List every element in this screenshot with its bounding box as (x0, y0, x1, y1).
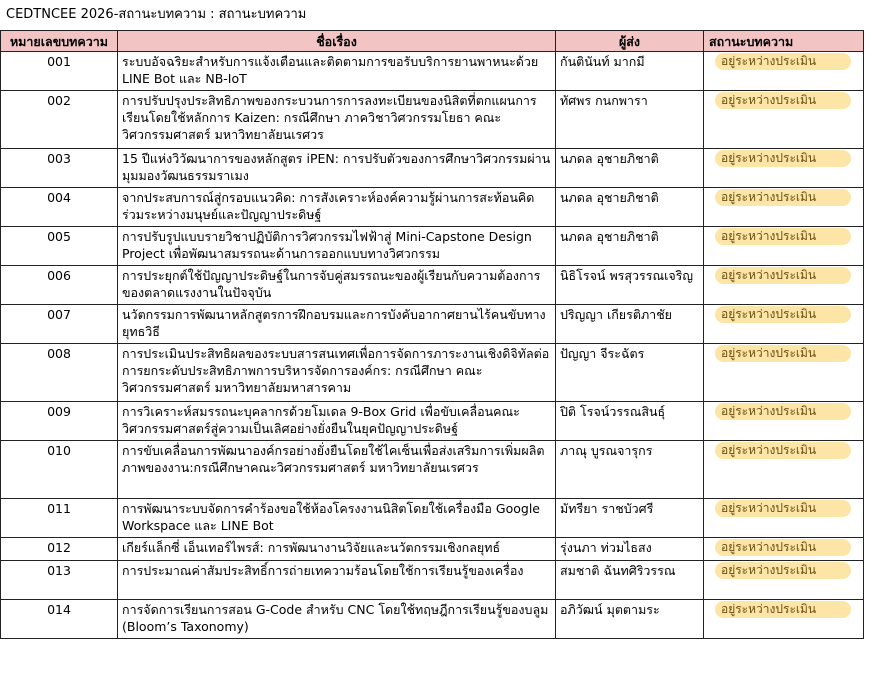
paper-id: 003 (1, 149, 118, 188)
page-title: CEDTNCEE 2026-สถานะบทความ : สถานะบทความ (6, 7, 307, 22)
paper-status-cell (704, 149, 864, 188)
table-row (1, 188, 864, 227)
table-row (1, 227, 864, 266)
paper-id: 006 (1, 266, 118, 305)
paper-status-cell (704, 266, 864, 305)
paper-title: การขับเคลื่อนการพัฒนาองค์กรอย่างยั่งยืนโดยใช้ไคเซ็นเพื่อส่งเสริมการเพิ่มผลิตภาพของงาน:กรณีศึกษาคณะวิศวกรรมศาสตร์ มหาวิทยาลัยนเรศวร (118, 441, 556, 499)
status-badge: อยู่ระหว่างประเมิน (715, 189, 851, 206)
status-badge: อยู่ระหว่างประเมิน (715, 228, 851, 245)
paper-status-cell (704, 441, 864, 499)
paper-author: ปัญญา จีระฉัตร (556, 344, 704, 402)
paper-author: กันตินันท์ มากมี (556, 52, 704, 91)
paper-author: รุ่งนภา ท่วมไธสง (556, 538, 704, 561)
paper-id: 010 (1, 441, 118, 499)
paper-status-cell (704, 227, 864, 266)
table-body (1, 52, 864, 639)
table-row (1, 499, 864, 538)
status-badge: อยู่ระหว่างประเมิน (715, 306, 851, 323)
paper-title: การพัฒนาระบบจัดการคำร้องขอใช้ห้องโครงงานนิสิตโดยใช้เครื่องมือ Google Workspace และ LINE Bot (118, 499, 556, 538)
column-header-title: ชื่อเรื่อง (118, 31, 556, 52)
status-badge: อยู่ระหว่างประเมิน (715, 92, 851, 109)
papers-table (0, 30, 864, 639)
paper-status-cell (704, 402, 864, 441)
column-header-status: สถานะบทความ (704, 31, 864, 52)
table-row (1, 52, 864, 91)
paper-id: 004 (1, 188, 118, 227)
paper-title: การปรับปรุงประสิทธิภาพของกระบวนการการลงทะเบียนของนิสิตที่ตกแผนการเรียนโดยใช้หลักการ Kaizen: กรณีศึกษา ภาควิชาวิศวกรรมโยธา คณะวิศวกรรมศาสตร์ มหาวิทยาลัยนเรศวร (118, 91, 556, 149)
status-badge: อยู่ระหว่างประเมิน (715, 500, 851, 517)
paper-title: การปรับรูปแบบรายวิชาปฏิบัติการวิศวกรรมไฟฟ้าสู่ Mini-Capstone Design Project เพื่อพัฒนาสมรรถนะด้านการออกแบบทางวิศวกรรม (118, 227, 556, 266)
paper-status-cell (704, 561, 864, 600)
paper-id: 001 (1, 52, 118, 91)
status-badge: อยู่ระหว่างประเมิน (715, 442, 851, 459)
paper-status-cell (704, 538, 864, 561)
paper-id: 013 (1, 561, 118, 600)
paper-title: การวิเคราะห์สมรรถนะบุคลากรด้วยโมเดล 9-Box Grid เพื่อขับเคลื่อนคณะวิศวกรรมศาสตร์สู่ความเป็นเลิศอย่างยั่งยืนในยุคปัญญาประดิษฐ์ (118, 402, 556, 441)
paper-id: 011 (1, 499, 118, 538)
paper-title: ระบบอัจฉริยะสำหรับการแจ้งเตือนและติดตามการขอรับบริการยานพาหนะด้วย LINE Bot และ NB-IoT (118, 52, 556, 91)
paper-status-cell (704, 188, 864, 227)
paper-id: 008 (1, 344, 118, 402)
table-row (1, 600, 864, 639)
paper-status-cell (704, 91, 864, 149)
paper-author: นภดล อุชายภิชาติ (556, 188, 704, 227)
table-row (1, 266, 864, 305)
status-badge: อยู่ระหว่างประเมิน (715, 53, 851, 70)
status-badge: อยู่ระหว่างประเมิน (715, 267, 851, 284)
paper-status-cell (704, 499, 864, 538)
paper-title: การจัดการเรียนการสอน G-Code สำหรับ CNC โดยใช้ทฤษฎีการเรียนรู้ของบลูม (Bloom’s Taxonomy) (118, 600, 556, 639)
column-header-author: ผู้ส่ง (556, 31, 704, 52)
paper-author: นภดล อุชายภิชาติ (556, 149, 704, 188)
paper-author: ทัศพร กนกพารา (556, 91, 704, 149)
paper-title: การประเมินประสิทธิผลของระบบสารสนเทศเพื่อการจัดการภาระงานเชิงดิจิทัลต่อการยกระดับประสิทธิภาพการบริหารจัดการองค์กร: กรณีศึกษา คณะวิศวกรรมศาสตร์ มหาวิทยาลัยมหาสารคาม (118, 344, 556, 402)
paper-author: นิธิโรจน์ พรสุวรรณเจริญ (556, 266, 704, 305)
paper-status-cell (704, 52, 864, 91)
table-row (1, 149, 864, 188)
paper-title: การประยุกต์ใช้ปัญญาประดิษฐ์ในการจับคู่สมรรถนะของผู้เรียนกับความต้องการของตลาดแรงงานในปัจจุบัน (118, 266, 556, 305)
table-row (1, 402, 864, 441)
paper-status-cell (704, 305, 864, 344)
paper-status-cell (704, 344, 864, 402)
table-row (1, 538, 864, 561)
table-row (1, 441, 864, 499)
paper-title: จากประสบการณ์สู่กรอบแนวคิด: การสังเคราะห์องค์ความรู้ผ่านการสะท้อนคิดร่วมระหว่างมนุษย์และปัญญาประดิษฐ์ (118, 188, 556, 227)
paper-title: 15 ปีแห่งวิวัฒนาการของหลักสูตร iPEN: การปรับตัวของการศึกษาวิศวกรรมผ่านมุมมองวัฒนธรรมราเมง (118, 149, 556, 188)
paper-author: ภาณุ บูรณจารุกร (556, 441, 704, 499)
paper-title: เกียร์แล็กซี่ เอ็นเทอร์ไพรส์: การพัฒนางานวิจัยและนวัตกรรมเชิงกลยุทธ์ (118, 538, 556, 561)
paper-id: 005 (1, 227, 118, 266)
paper-author: นภดล อุชายภิชาติ (556, 227, 704, 266)
paper-status-cell (704, 600, 864, 639)
paper-id: 014 (1, 600, 118, 639)
paper-title: การประมาณค่าสัมประสิทธิ์การถ่ายเทความร้อนโดยใช้การเรียนรู้ของเครื่อง (118, 561, 556, 600)
paper-id: 002 (1, 91, 118, 149)
paper-author: สมชาติ ฉันทศิริวรรณ (556, 561, 704, 600)
table-row (1, 91, 864, 149)
paper-title: นวัตกรรมการพัฒนาหลักสูตรการฝึกอบรมและการบังคับอากาศยานไร้คนขับทางยุทธวิธี (118, 305, 556, 344)
column-header-id: หมายเลขบทความ (1, 31, 118, 52)
status-badge: อยู่ระหว่างประเมิน (715, 345, 851, 362)
table-row (1, 305, 864, 344)
status-badge: อยู่ระหว่างประเมิน (715, 562, 851, 579)
paper-id: 012 (1, 538, 118, 561)
status-badge: อยู่ระหว่างประเมิน (715, 601, 851, 618)
paper-id: 007 (1, 305, 118, 344)
table-row (1, 344, 864, 402)
paper-author: ปริญญา เกียรติภาชัย (556, 305, 704, 344)
table-row (1, 561, 864, 600)
paper-author: ปิติ โรจน์วรรณสินธุ์ (556, 402, 704, 441)
status-badge: อยู่ระหว่างประเมิน (715, 539, 851, 556)
status-badge: อยู่ระหว่างประเมิน (715, 150, 851, 167)
paper-author: มัทรียา ราชบัวศรี (556, 499, 704, 538)
table-header-row (1, 31, 864, 52)
status-badge: อยู่ระหว่างประเมิน (715, 403, 851, 420)
paper-author: อภิวัฒน์ มุตตามระ (556, 600, 704, 639)
paper-id: 009 (1, 402, 118, 441)
